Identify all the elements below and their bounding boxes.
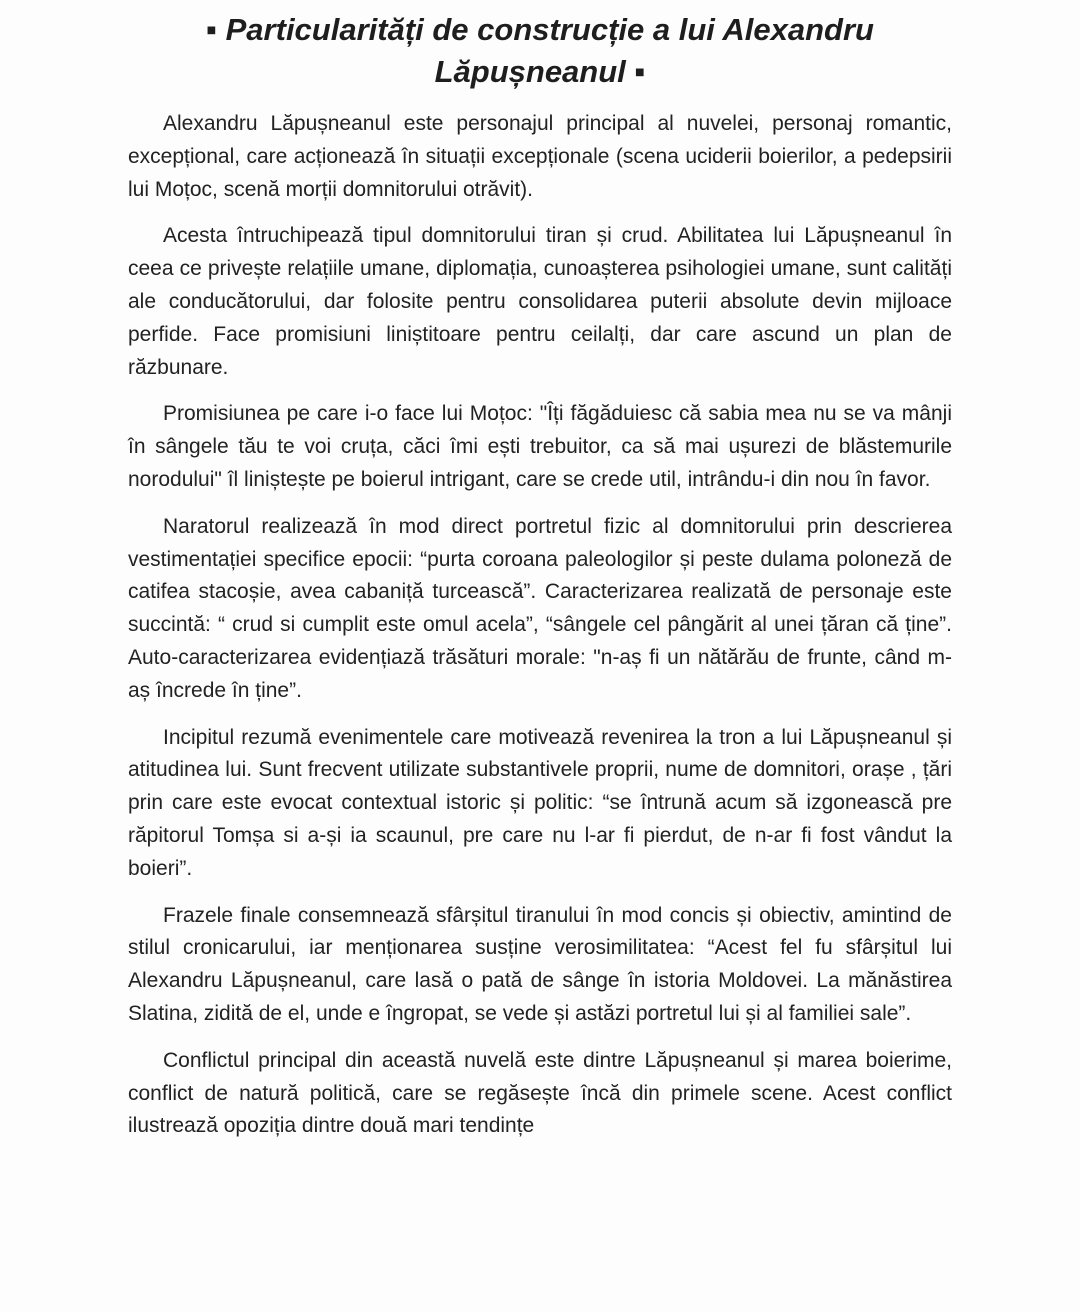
paragraph-incipit: Incipitul rezumă evenimentele care motivează revenirea la tron a lui Lăpușneanul și atitudinea lui. Sunt frecvent utilizate substantivele proprii, nume de domnitori, orașe , țări prin care este evocat contextual istoric și politic: “se întrună acum să izgonească pre răpitorul Tomșa si a-și ia scaunul, pre care nu l-ar fi pierdut, de n-ar fi fost vândut la boieri”. xyxy=(128,725,952,880)
title-line-2: Lăpușneanul ▪ xyxy=(434,54,646,89)
paragraph-tyrant: Acesta întruchipează tipul domnitorului tiran și crud. Abilitatea lui Lăpușneanul în ceea ce privește relațiile umane, diplomația, cunoașterea psihologiei umane, sunt calități ale conducătorului, dar folosite pentru consolidarea puterii absolute devin mijloace perfide. Face promisiuni liniștitoare pentru ceilalți, dar care ascund un plan de răzbunare. xyxy=(128,224,952,379)
paragraph-conflict: Conflictul principal din această nuvelă este dintre Lăpușneanul și marea boierime, conflict de natură politică, care se regăsește încă din primele scene. Acest conflict ilustrează opoziția dintre două mari tendințe xyxy=(128,1048,952,1138)
document-title xyxy=(90,9,990,93)
paragraph-intro: Alexandru Lăpușneanul este personajul principal al nuvelei, personaj romantic, excepțional, care acționează în situații excepționale (scena uciderii boierilor, a pedepsirii lui Moțoc, scenă morții domnitorului otrăvit). xyxy=(128,112,952,201)
title-line-1: ▪ Particularități de construcție a lui Alexandru xyxy=(206,12,874,47)
paragraph-final: Frazele finale consemnează sfârșitul tiranului în mod concis și obiectiv, amintind de stilul cronicarului, iar menționarea susține verosimilitatea: “Acest fel fu sfârșitul lui Alexandru Lăpușneanul, care lasă o pată de sânge în istoria Moldovei. La mănăstirea Slatina, zidită de el, unde e îngropat, se vede și astăzi portretul lui și al familiei sale”. xyxy=(128,903,952,1025)
paragraph-portrait: Naratorul realizează în mod direct portretul fizic al domnitorului prin descrierea vestimentației specifice epocii: “purta coroana paleologilor și peste dulama poloneză de catifea stacoșie, avea cabaniță turcească”. Caracterizarea realizată de personaje este succintă: “ crud si cumplit este omul acela”, “sângele cel pângărit al unei țăran că ține”. Auto-caracterizarea evidențiază trăsături morale: "n-aș fi un nătărău de frunte, când m-aș încrede în ține”. xyxy=(128,514,952,702)
paragraph-promise: Promisiunea pe care i-o face lui Moțoc: "Îți făgăduiesc că sabia mea nu se va mânji în sângele tău te voi cruța, căci îmi ești trebuitor, ca să mai ușurezi de blăstemurile norodului" îl liniștește pe boierul intrigant, care se crede util, intrându-i din nou în favor. xyxy=(128,402,952,491)
document-body xyxy=(128,108,952,1157)
